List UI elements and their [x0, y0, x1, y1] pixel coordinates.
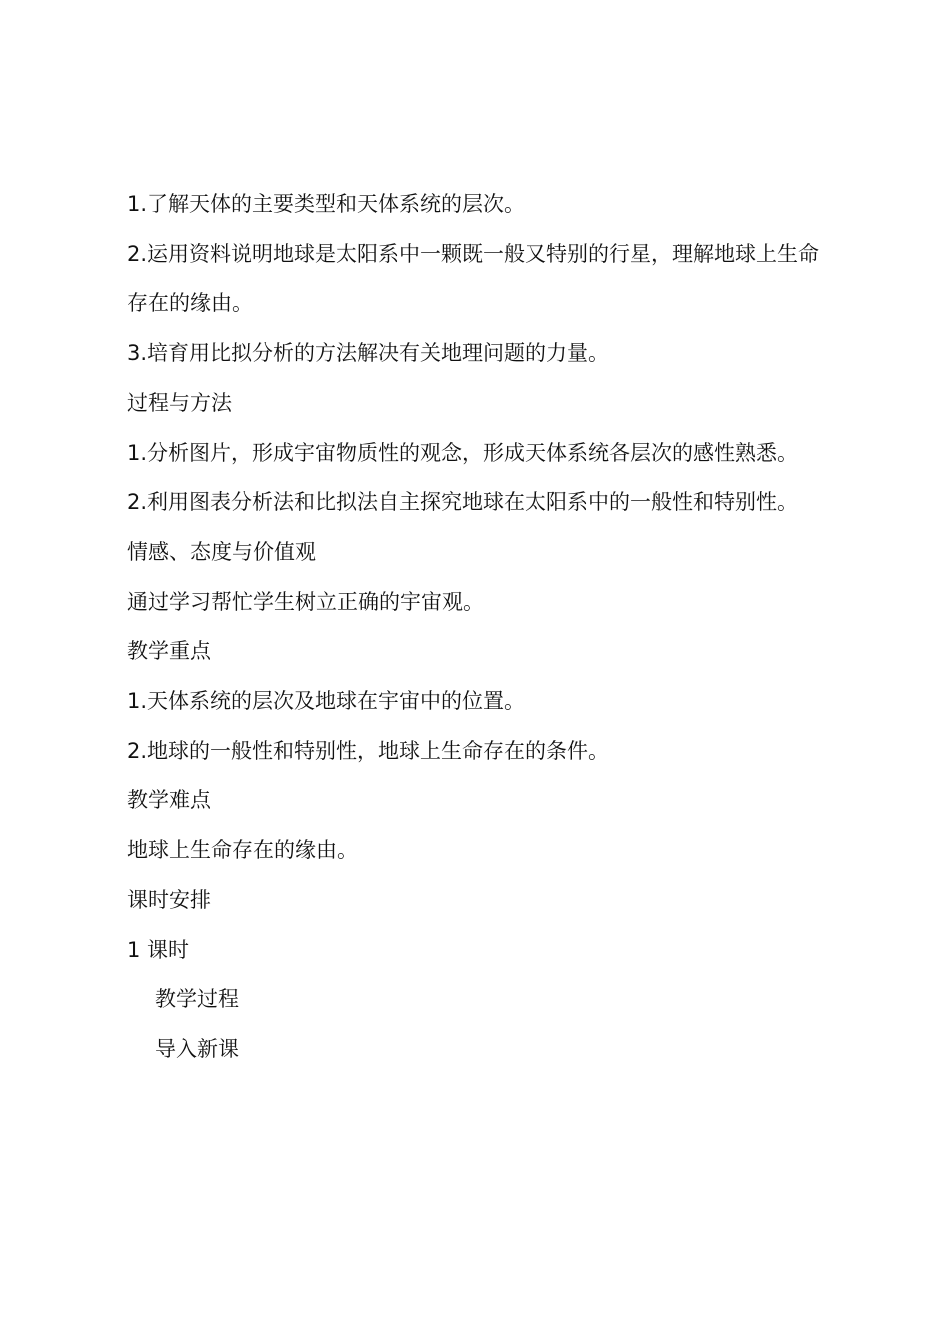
section-heading-teaching-process: 教学过程	[155, 987, 239, 1012]
objective-item-3: 3.培育用比拟分析的方法解决有关地理问题的力量。	[127, 341, 610, 366]
section-heading-key-points: 教学重点	[127, 639, 211, 664]
process-item-1: 1.分析图片，形成宇宙物质性的观念，形成天体系统各层次的感性熟悉。	[127, 440, 799, 465]
process-item-2: 2.利用图表分析法和比拟法自主探究地球在太阳系中的一般性和特别性。	[127, 490, 799, 515]
values-text: 通过学习帮忙学生树立正确的宇宙观。	[127, 589, 484, 614]
section-heading-process-methods: 过程与方法	[127, 390, 232, 415]
key-point-2: 2.地球的一般性和特别性，地球上生命存在的条件。	[127, 738, 610, 763]
section-heading-schedule: 课时安排	[127, 887, 211, 912]
objective-item-2: 2.运用资料说明地球是太阳系中一颗既一般又特别的行星，理解地球上生命存在的缘由。	[127, 241, 820, 316]
document-body	[127, 180, 833, 1075]
objective-item-1: 1.了解天体的主要类型和天体系统的层次。	[127, 192, 526, 216]
section-heading-difficulties: 教学难点	[127, 788, 211, 813]
schedule-text: 1 课时	[127, 937, 190, 962]
difficulty-text: 地球上生命存在的缘由。	[127, 838, 358, 863]
section-heading-values: 情感、态度与价值观	[127, 539, 316, 564]
key-point-1: 1.天体系统的层次及地球在宇宙中的位置。	[127, 689, 526, 714]
section-heading-introduction: 导入新课	[155, 1036, 239, 1061]
